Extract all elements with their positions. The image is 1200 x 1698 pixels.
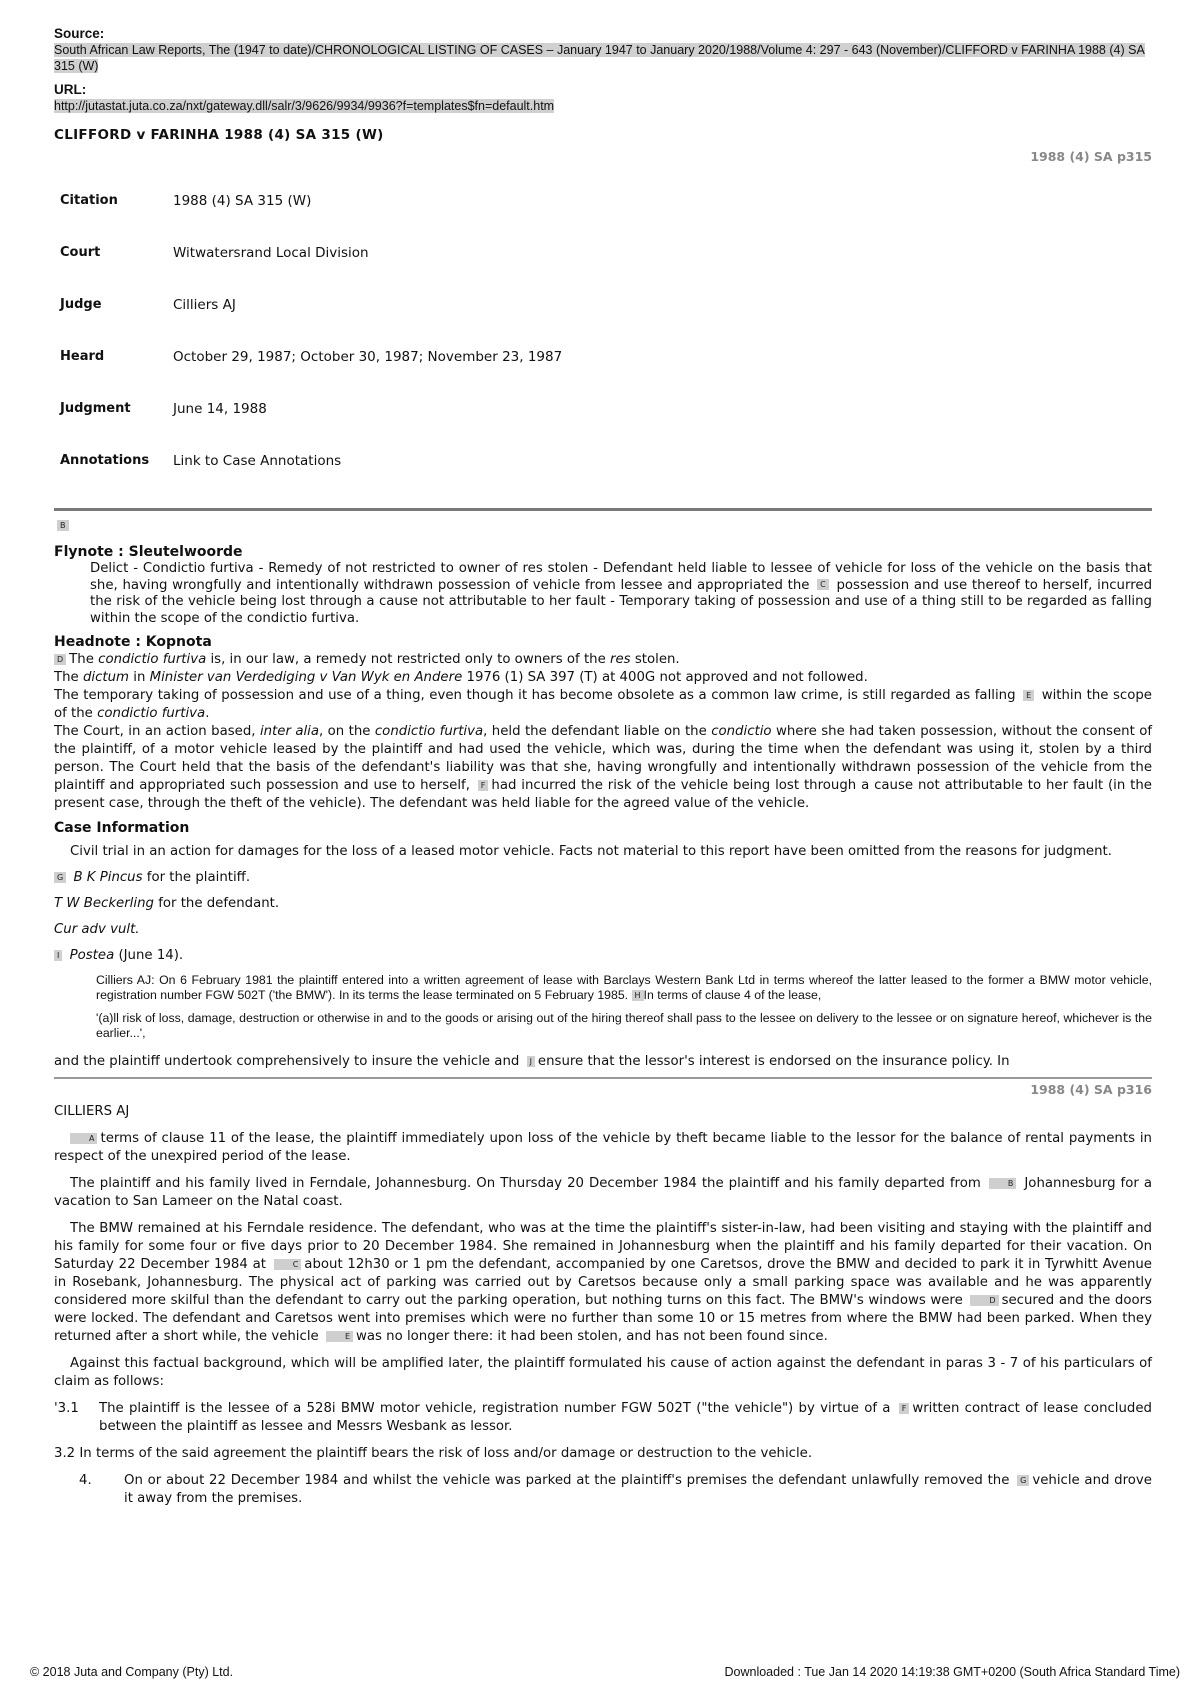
text-run: The Court, in an action based,	[54, 724, 256, 739]
info-key: Annotations	[60, 453, 150, 468]
counsel-name: B K Pincus	[73, 870, 143, 885]
case-info-table	[60, 184, 562, 496]
cur-adv-vult	[54, 921, 1152, 939]
text-run: about 12h30 or 1 pm the defendant, accompanied by one Caretsos, drove the BMW and decided to park it in Tyrwhitt Avenue in Rosebank, Johannesburg. The physical act of parking was carried out by Caretsos because only a small parking space was available and he was apparently considered more skilful than the defendant to carry out the parking operation, but nothing turns on this fact. The BMW's windows were	[54, 1257, 1152, 1308]
annotations-link[interactable]: Link to Case Annotations	[173, 453, 342, 469]
continuation-line	[54, 1053, 1152, 1071]
text-run: was no longer there: it had been stolen, and has not been found since.	[356, 1329, 828, 1344]
info-key: Citation	[60, 193, 118, 208]
italic-run: condictio	[711, 724, 772, 739]
document-page	[54, 26, 1152, 1517]
section-divider	[54, 508, 1152, 511]
italic-run: res	[610, 652, 631, 667]
info-value: June 14, 1988	[173, 401, 267, 417]
text-run: stolen.	[634, 652, 680, 667]
margin-marker-row	[54, 517, 1152, 535]
margin-letter-marker: E	[326, 1331, 353, 1342]
case-title: CLIFFORD v FARINHA 1988 (4) SA 315 (W)	[54, 127, 384, 143]
italic-run: dictum	[82, 670, 130, 685]
text-run: The	[54, 670, 79, 685]
margin-letter-marker: F	[899, 1403, 910, 1414]
margin-letter-marker: I	[54, 950, 62, 961]
case-intro-paragraph: Civil trial in an action for damages for the loss of a leased motor vehicle. Facts not material to this report have been omitted from the reasons for judgment.	[70, 844, 1112, 859]
page-reference: 1988 (4) SA p316	[1030, 1082, 1152, 1097]
margin-letter-marker: A	[70, 1133, 97, 1144]
headnote-paragraph	[54, 687, 1152, 723]
text-run: Cilliers AJ: On 6 February 1981 the plaintiff entered into a written agreement of lease with Barclays Western Bank Ltd in terms whereof the latter leased to the former a BMW motor vehicle, registration number FGW 502T ('the BMW'). In its terms the lease terminated on 5 February 1985.	[96, 973, 1152, 1002]
italic-run: inter alia	[259, 724, 320, 739]
margin-letter-marker: E	[1023, 690, 1034, 701]
headnote-paragraph	[54, 651, 1152, 669]
info-value: October 29, 1987; October 30, 1987; November 23, 1987	[173, 349, 563, 365]
body-paragraph	[54, 1175, 1152, 1211]
text-run: ensure that the lessor's interest is endorsed on the insurance policy. In	[537, 1054, 1010, 1069]
clause-number: '3.1	[54, 1401, 79, 1416]
text-run: The temporary taking of possession and use of a thing, even though it has become obsolete as a common law crime, is still regarded as falling	[54, 688, 1016, 703]
clause-number: 4.	[79, 1473, 92, 1488]
text-run: (June 14).	[118, 948, 184, 963]
italic-run: condictio furtiva	[97, 706, 206, 721]
flynote-text-part: Delict - Condictio furtiva - Remedy of not restricted to owner of res stolen - Defendant held liable to lessee of vehicle for loss of the vehicle on the basis that she, having wrongfully and intentionally withdrawn possession of vehicle from lessee and appropriated the	[90, 561, 1152, 593]
headnote-heading: Headnote : Kopnota	[54, 634, 212, 650]
page-two-body	[54, 1103, 1152, 1508]
table-row	[60, 340, 562, 392]
margin-letter-marker: G	[54, 872, 66, 883]
table-row	[60, 444, 562, 496]
italic-run: Postea	[69, 948, 115, 963]
margin-letter-marker: C	[274, 1259, 302, 1270]
text-run: vehicle and drove it away from the premises.	[124, 1473, 1152, 1506]
italic-run: condictio furtiva	[98, 652, 207, 667]
margin-letter-marker: D	[970, 1295, 998, 1306]
italic-run: Cur adv vult.	[54, 922, 140, 937]
italic-run: Minister van Verdediging v Van Wyk en Andere	[149, 670, 463, 685]
margin-letter-marker: H	[632, 990, 644, 1001]
page-footer	[30, 1665, 1180, 1679]
margin-letter-marker: F	[478, 780, 489, 791]
text-run: , held the defendant liable on the	[483, 724, 707, 739]
text-run: where she had taken possession, without the consent of the plaintiff, of a motor vehicle leased by the plaintiff and had used the vehicle, which was, during the time when the defendant was using it, stolen by a third person. The Court held that the basis of the defendant's liability was that she, having wrongfully and intentionally withdrawn possession of the vehicle from the plaintiff and appropriated such possession and use to herself,	[54, 724, 1153, 793]
counsel-role: for the plaintiff.	[146, 870, 251, 885]
source-text[interactable]: South African Law Reports, The (1947 to date)/CHRONOLOGICAL LISTING OF CASES – January 1947 to January 2020/1988/Volume 4: 297 - 643 (November)/CLIFFORD v FARINHA 1988 (4) SA 315 (W)	[54, 43, 1145, 73]
info-key: Judge	[60, 297, 102, 312]
info-key: Court	[60, 245, 101, 260]
table-row	[60, 288, 562, 340]
claim-clause	[54, 1472, 1152, 1508]
flynote-heading: Flynote : Sleutelwoorde	[54, 544, 243, 560]
table-row	[60, 392, 562, 444]
lease-quote: '(a)ll risk of loss, damage, destruction or otherwise in and to the goods or arising out of the hiring thereof shall pass to the lessee on delivery to the lessee or on signature hereof, whichever is the earlier...',	[96, 1011, 1152, 1040]
margin-letter-marker: G	[1017, 1475, 1029, 1486]
text-run: had incurred the risk of the vehicle being lost through a cause not attributable to her fault (in the present case, through the theft of the vehicle). The defendant was held liable for the agreed value of the vehicle.	[54, 778, 1152, 811]
margin-letter-marker: C	[817, 579, 829, 590]
copyright-notice: © 2018 Juta and Company (Pty) Ltd.	[30, 1665, 234, 1679]
case-information-body	[54, 843, 1152, 1071]
headnote-body	[54, 651, 1152, 813]
headnote-paragraph	[54, 723, 1152, 813]
text-run: 1976 (1) SA 397 (T) at 400G not approved and not followed.	[466, 670, 868, 685]
text-run: terms of clause 11 of the lease, the plaintiff immediately upon loss of the vehicle by theft became liable to the lessor for the balance of rental payments in respect of the unexpired period of the lease.	[54, 1131, 1152, 1164]
text-run: In terms of clause 4 of the lease,	[643, 988, 822, 1002]
text-run: written contract of lease concluded between the plaintiff as lessee and Messrs Wesbank as lessor.	[99, 1401, 1152, 1434]
text-run: secured and the doors were locked. The defendant and Caretsos went into premises which were no further than some 10 or 15 metres from where the BMW had been parked. When they returned after a short while, the vehicle	[54, 1293, 1152, 1344]
text-run: On or about 22 December 1984 and whilst the vehicle was parked at the plaintiff's premises the defendant unlawfully removed the	[124, 1473, 1010, 1488]
margin-letter-marker: J	[527, 1056, 535, 1067]
text-run: The	[69, 652, 94, 667]
margin-letter-marker: D	[54, 654, 66, 665]
counsel-line	[54, 895, 1152, 913]
claim-clause	[54, 1400, 1152, 1436]
source-block	[54, 26, 1152, 74]
text-run: The BMW remained at his Ferndale residence. The defendant, who was at the time the plaintiff's sister-in-law, had been visiting and staying with the plaintiff and his family for some four or five days prior to 20 December 1984. She remained in Johannesburg when the plaintiff and his family departed for their vacation. On Saturday 22 December 1984 at	[54, 1221, 1152, 1272]
headnote-paragraph	[54, 669, 1152, 687]
flynote-text-part: possession and use thereof to herself, incurred the risk of the vehicle being lost through a cause not attributable to her fault - Temporary taking of possession and use of a thing still to be regarded as falling within the scope of the condictio furtiva.	[90, 577, 1153, 626]
info-key: Heard	[60, 349, 105, 364]
page-reference: 1988 (4) SA p315	[1030, 149, 1152, 164]
running-head: CILLIERS AJ	[54, 1104, 130, 1119]
info-value: Witwatersrand Local Division	[173, 245, 369, 261]
info-value: 1988 (4) SA 315 (W)	[173, 193, 312, 209]
flynote-text	[90, 561, 1152, 627]
text-run: within the scope of the	[54, 688, 1152, 721]
counsel-line	[54, 869, 1152, 887]
italic-run: condictio furtiva	[374, 724, 484, 739]
text-run: The plaintiff and his family lived in Ferndale, Johannesburg. On Thursday 20 December 1984 the plaintiff and his family departed from	[70, 1176, 981, 1191]
postea-line	[54, 947, 1152, 965]
info-value: Cilliers AJ	[173, 297, 236, 313]
margin-letter-marker: B	[57, 520, 69, 531]
url-label: URL:	[54, 82, 87, 97]
body-paragraph	[54, 1130, 1152, 1166]
text-run: , on the	[319, 724, 371, 739]
table-row	[60, 184, 562, 236]
url-block	[54, 82, 1152, 114]
page-divider	[54, 1077, 1152, 1079]
text-run: Johannesburg for a vacation to San Lameer on the Natal coast.	[54, 1176, 1152, 1209]
body-paragraph: Against this factual background, which will be amplified later, the plaintiff formulated his cause of action against the defendant in paras 3 - 7 of his particulars of claim as follows:	[54, 1356, 1152, 1389]
table-row	[60, 236, 562, 288]
text-run: and the plaintiff undertook comprehensively to insure the vehicle and	[54, 1054, 520, 1069]
download-timestamp: Downloaded : Tue Jan 14 2020 14:19:38 GMT+0200 (South Africa Standard Time)	[724, 1665, 1180, 1679]
url-link[interactable]: http://jutastat.juta.co.za/nxt/gateway.dll/salr/3/9626/9934/9936?f=templates$fn=default.htm	[54, 99, 555, 113]
text-run: is, in our law, a remedy not restricted only to owners of the	[210, 652, 606, 667]
claim-clause: 3.2 In terms of the said agreement the plaintiff bears the risk of loss and/or damage or destruction to the vehicle.	[54, 1446, 813, 1461]
margin-letter-marker: B	[989, 1178, 1017, 1189]
text-run: .	[205, 706, 210, 721]
counsel-role: for the defendant.	[158, 896, 280, 911]
counsel-name: T W Beckerling	[54, 896, 154, 911]
text-run: in	[133, 670, 146, 685]
body-paragraph	[54, 1220, 1152, 1346]
info-key: Judgment	[60, 401, 131, 416]
case-information-heading: Case Information	[54, 820, 190, 836]
source-label: Source:	[54, 26, 105, 41]
text-run: The plaintiff is the lessee of a 528i BMW motor vehicle, registration number FGW 502T ("the vehicle") by virtue of a	[99, 1401, 891, 1416]
judgment-opening	[96, 973, 1152, 1003]
